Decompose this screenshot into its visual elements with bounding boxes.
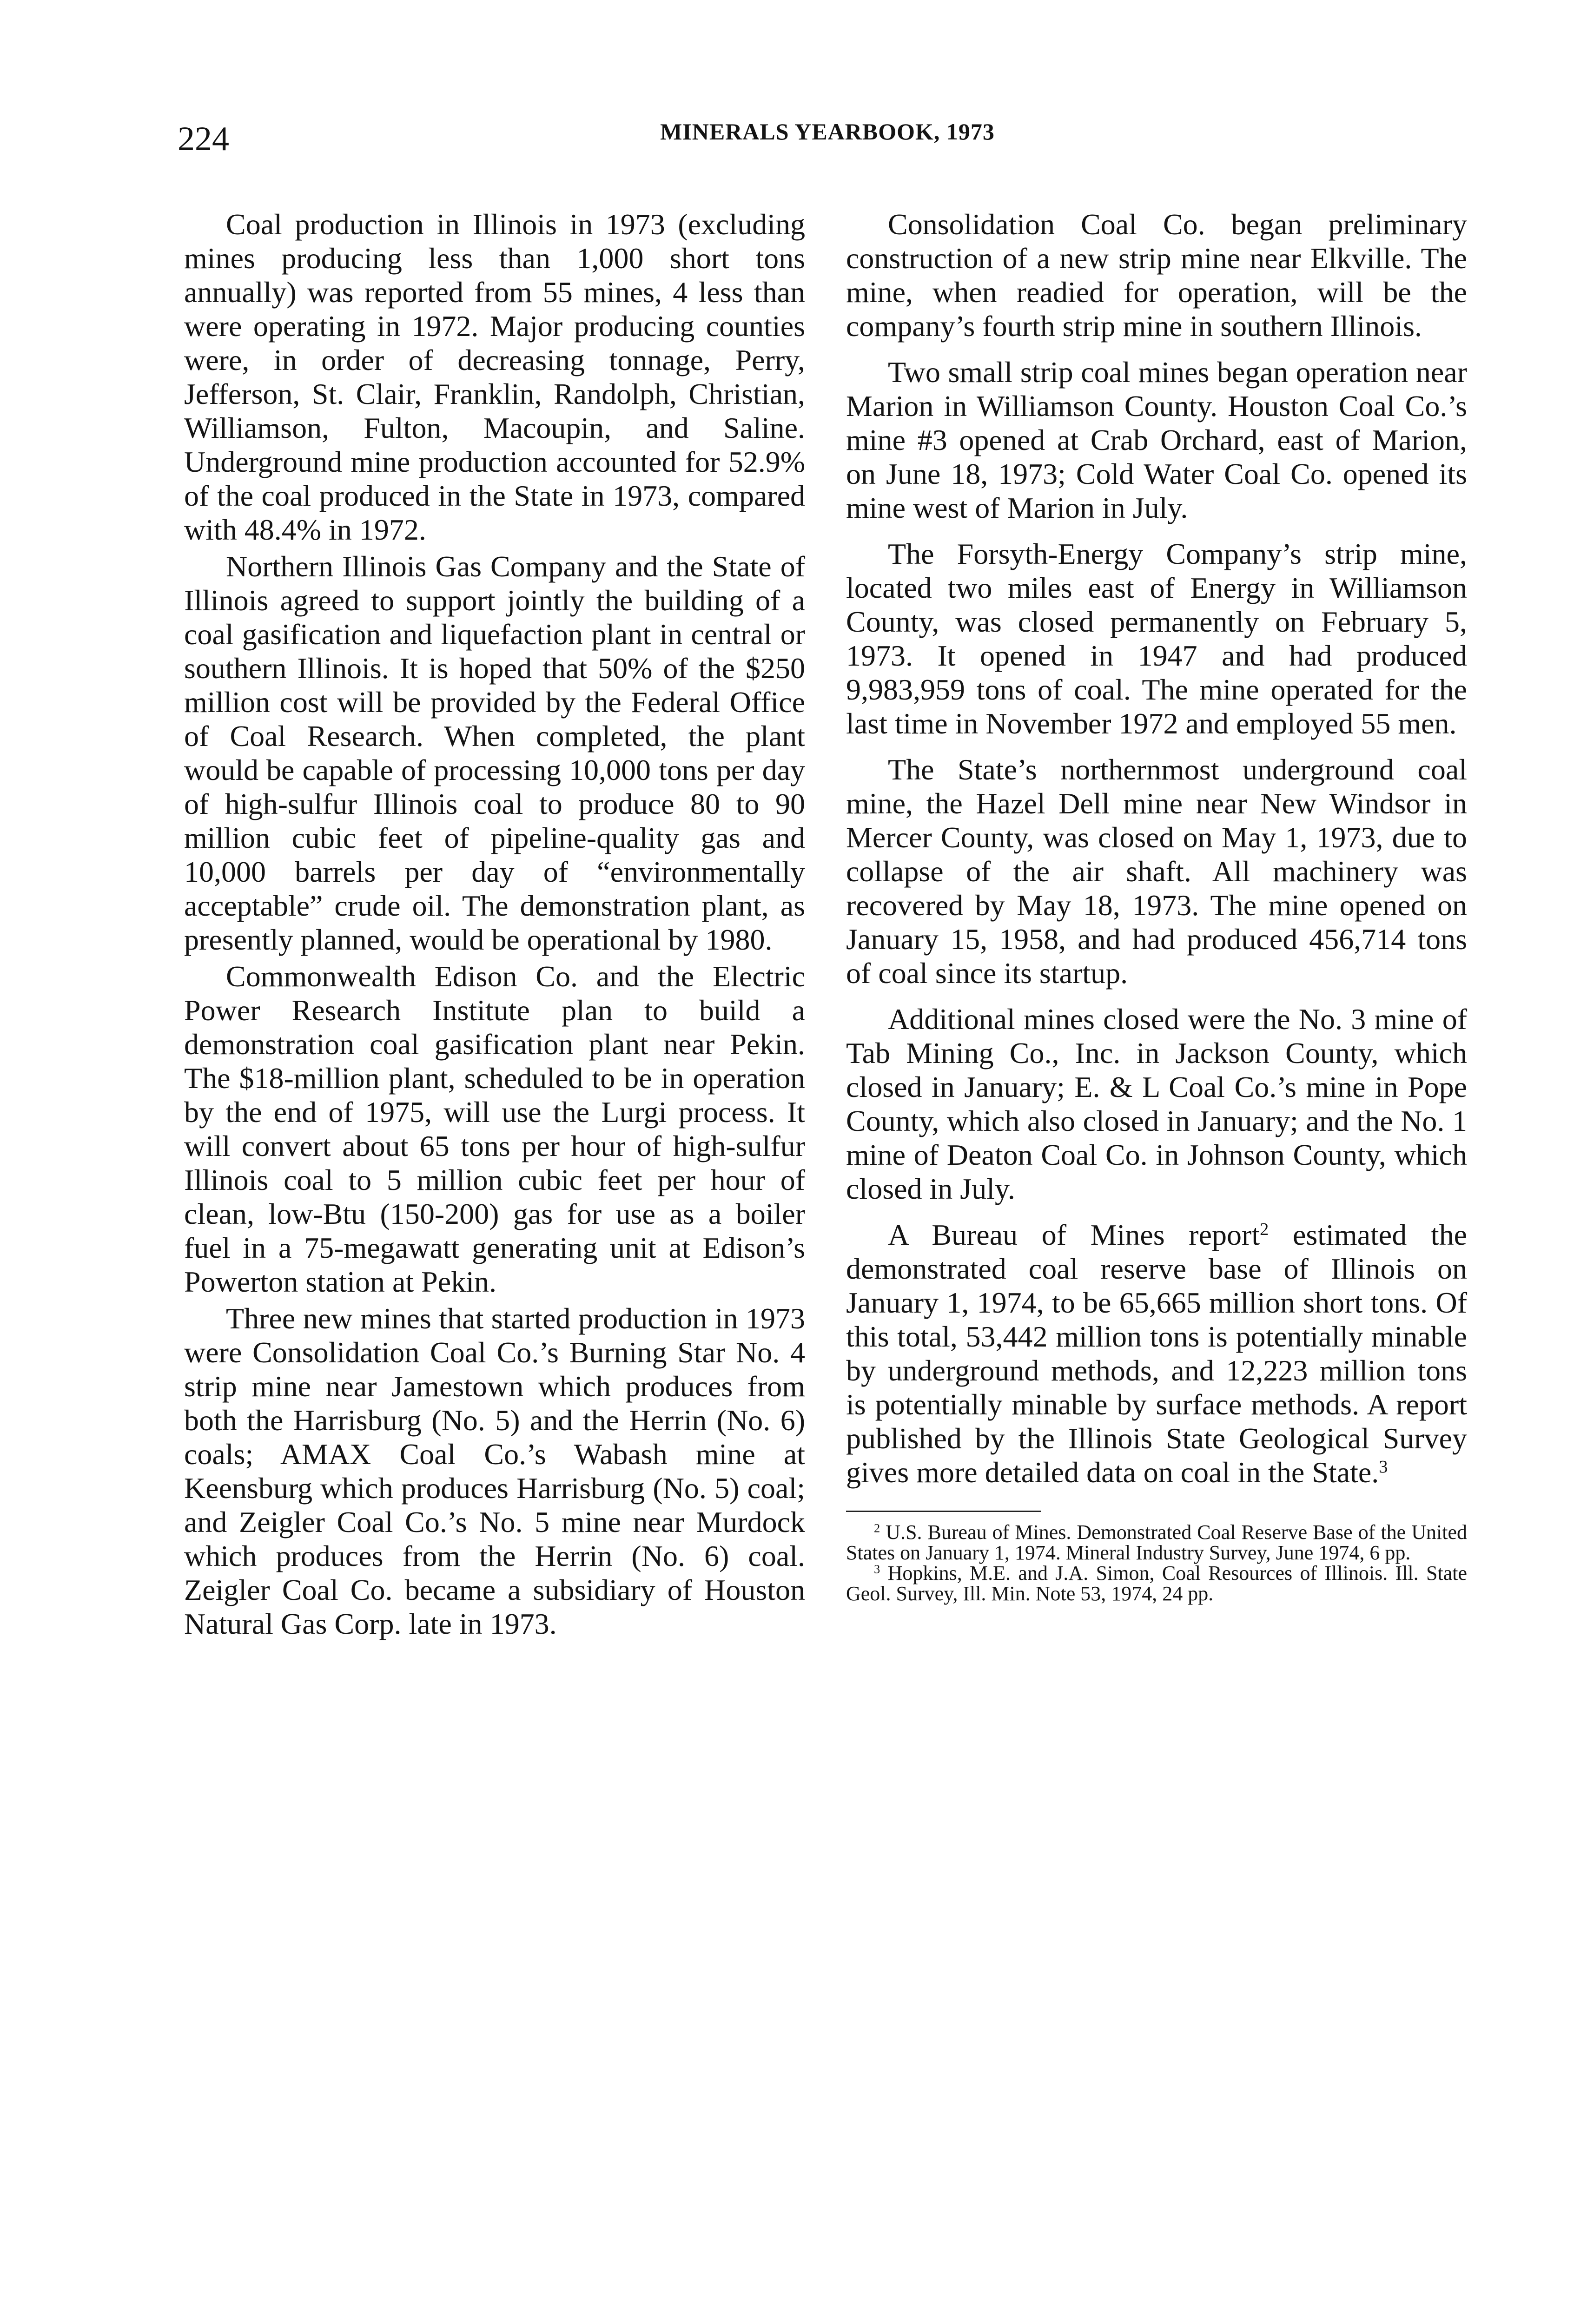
paragraph-commonwealth-edison: Commonwealth Edison Co. and the Electric Power Research Institute plan to build a demonstration coal gasification plant near Pekin. The $18-million plant, scheduled to be in operation by the end of 1975, will use the Lurgi process. It will convert about 65 tons per hour of high-sulfur Illinois coal to 5 million cubic feet per hour of clean, low-Btu (150-200) gas for use as a boiler fuel in a 75-megawatt generating unit at Edison’s Powerton station at Pekin. <box>184 960 805 1298</box>
right-column <box>846 207 1467 1604</box>
paragraph-consolidation-coal: Consolidation Coal Co. began preliminary construction of a new strip mine near Elkville. The mine, when readied for operation, will be the company’s fourth strip mine in southern Illinois. <box>846 208 1467 343</box>
footnote-marker: 3 <box>874 1562 880 1576</box>
paragraph-small-strip-mines: Two small strip coal mines began operation near Marion in Williamson County. Houston Coal Co.’s mine #3 opened at Crab Orchard, east of Marion, on June 18, 1973; Cold Water Coal Co. opened its mine west of Marion in July. <box>846 356 1467 524</box>
reserve-text-part1: A Bureau of Mines report <box>888 1218 1260 1251</box>
page-number: 224 <box>178 120 229 158</box>
footnote-divider <box>846 1511 1041 1512</box>
paragraph-forsyth-energy: The Forsyth-Energy Company’s strip mine, located two miles east of Energy in Williamson County, was closed permanently on February 5, 1973. It opened in 1947 and had produced 9,983,959 tons of coal. The mine operated for the last time in November 1972 and employed 55 men. <box>846 537 1467 740</box>
left-column <box>184 207 805 1644</box>
footnote-text: Hopkins, M.E. and J.A. Simon, Coal Resources of Illinois. Ill. State Geol. Survey, Ill. Min. Note 53, 1974, 24 pp. <box>846 1562 1467 1605</box>
paragraph-new-mines: Three new mines that started production in 1973 were Consolidation Coal Co.’s Burning Star No. 4 strip mine near Jamestown which produces from both the Harrisburg (No. 5) and the Herrin (No. 6) coals; AMAX Coal Co.’s Wabash mine at Keensburg which produces Harrisburg (No. 5) coal; and Zeigler Coal Co.’s No. 5 mine near Murdock which produces from the Herrin (No. 6) coal. Zeigler Coal Co. became a subsidiary of Houston Natural Gas Corp. late in 1973. <box>184 1302 805 1640</box>
footnote-ref-2: 2 <box>1260 1219 1269 1239</box>
footnote-text: U.S. Bureau of Mines. Demonstrated Coal Reserve Base of the United States on January 1, 1974. Mineral Industry Survey, June 1974, 6 pp. <box>846 1521 1467 1564</box>
footnote-marker: 2 <box>874 1521 880 1535</box>
paragraph-gasification-plant: Northern Illinois Gas Company and the State of Illinois agreed to support jointly the building of a coal gasification and liquefaction plant in central or southern Illinois. It is hoped that 50% of the $250 million cost will be provided by the Federal Office of Coal Research. When completed, the plant would be capable of processing 10,000 tons per day of high-sulfur Illinois coal to produce 80 to 90 million cubic feet of pipeline-quality gas and 10,000 barrels per day of “environmentally acceptable” crude oil. The demonstration plant, as presently planned, would be operational by 1980. <box>184 550 805 956</box>
paragraph-additional-closures: Additional mines closed were the No. 3 mine of Tab Mining Co., Inc. in Jackson County, which closed in January; E. & L Coal Co.’s mine in Pope County, which also closed in January; and the No. 1 mine of Deaton Coal Co. in Johnson County, which closed in July. <box>846 1003 1467 1205</box>
paragraph-hazel-dell: The State’s northernmost underground coal mine, the Hazel Dell mine near New Windsor in Mercer County, was closed on May 1, 1973, due to collapse of the air shaft. All machinery was recovered by May 18, 1973. The mine opened on January 15, 1958, and had produced 456,714 tons of coal since its startup. <box>846 753 1467 990</box>
footnote-2 <box>846 1522 1467 1563</box>
paragraph-coal-production: Coal production in Illinois in 1973 (excluding mines producing less than 1,000 short tons annually) was reported from 55 mines, 4 less than were operating in 1972. Major producing counties were, in order of decreasing tonnage, Perry, Jefferson, St. Clair, Franklin, Randolph, Christian, Williamson, Fulton, Macoupin, and Saline. Underground mine production accounted for 52.9% of the coal produced in the State in 1973, compared with 48.4% in 1972. <box>184 208 805 546</box>
paragraph-reserve-base <box>846 1218 1467 1489</box>
footnote-3 <box>846 1563 1467 1604</box>
reserve-text-part2: estimated the demonstrated coal reserve base of Illinois on January 1, 1974, to be 65,665 million short tons. Of this total, 53,442 million tons is potentially minable by underground methods, and 12,223 million tons is potentially minable by surface methods. A report published by the Illinois State Geological Survey gives more detailed data on coal in the State. <box>846 1218 1468 1489</box>
footnote-ref-3: 3 <box>1379 1457 1388 1477</box>
running-title: MINERALS YEARBOOK, 1973 <box>660 119 995 145</box>
